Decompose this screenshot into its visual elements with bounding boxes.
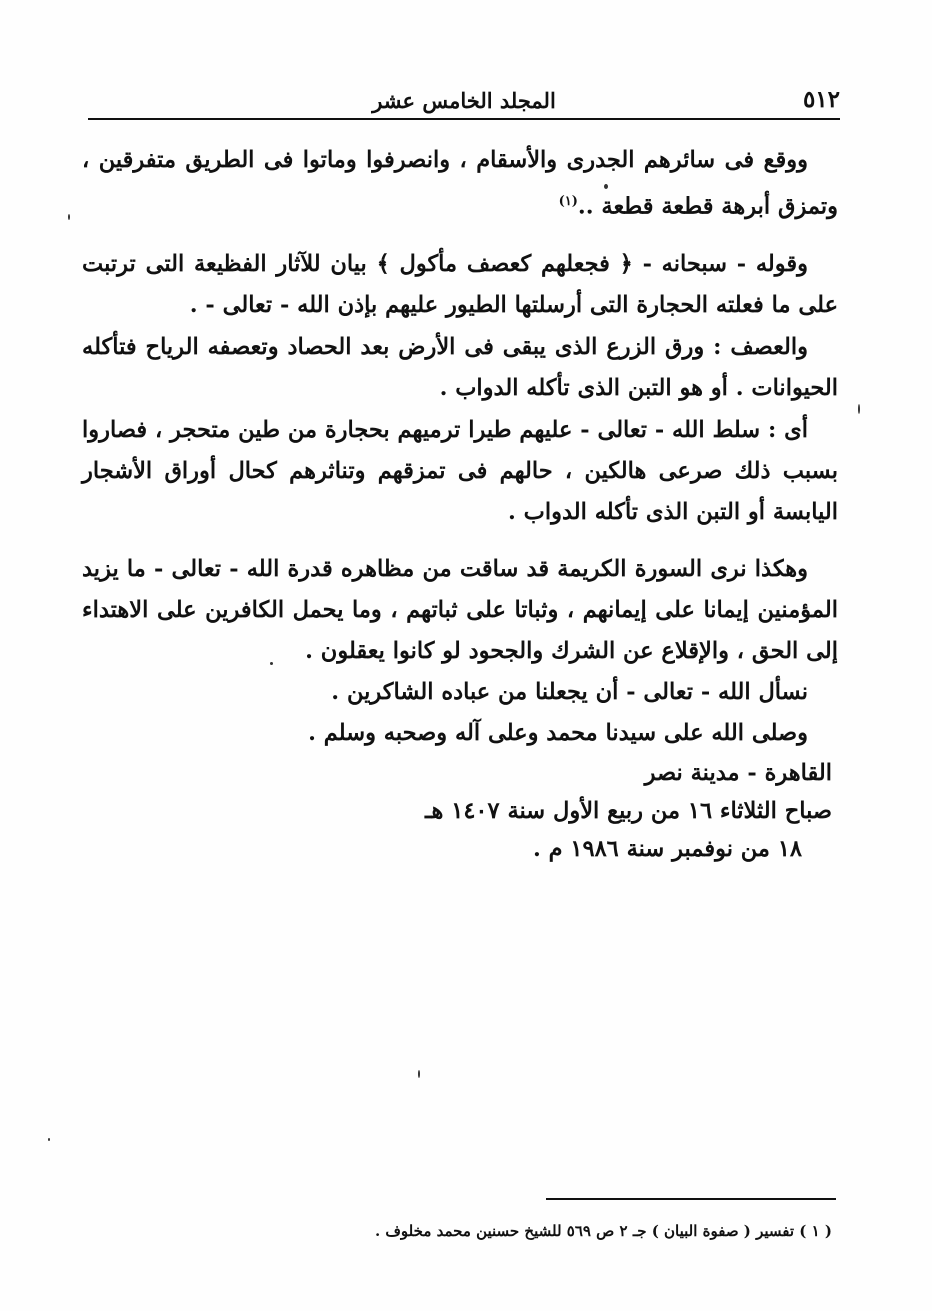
print-speck xyxy=(604,184,608,189)
dua-line: نسأل الله - تعالى - أن يجعلنا من عباده الشاكرين . xyxy=(331,678,808,705)
footnote-reference: (١) xyxy=(558,194,578,209)
print-speck xyxy=(48,1138,50,1141)
closing-gregorian-date: ١٨ من نوفمبر سنة ١٩٨٦ م . xyxy=(532,836,802,862)
paragraph-3: والعصف : ورق الزرع الذى يبقى فى الأرض بعد الحصاد وتعصفه الرياح فتأكله الحيوانات . أو هو التبن الذى تأكله الدواب . xyxy=(82,333,838,401)
running-title: المجلد الخامس عشر xyxy=(372,88,556,113)
header-rule xyxy=(88,118,840,120)
closing-place: القاهرة - مدينة نصر xyxy=(644,760,832,786)
print-speck xyxy=(858,404,860,414)
paragraph-5: وهكذا نرى السورة الكريمة قد ساقت من مظاهره قدرة الله - تعالى - ما يزيد المؤمنين إيمانا على إيمانهم ، وثباتا على ثباتهم ، وما يحمل الكافرين على الاهتداء إلى الحق ، والإقلاع عن الشرك والجحود لو كانوا يعقلون . xyxy=(82,555,838,664)
paragraph-2: وقوله - سبحانه - ﴿ فجعلهم كعصف مأكول ﴾ بيان للآثار الفظيعة التى ترتبت على ما فعلته الحجارة التى أرسلتها الطيور عليهم بإذن الله - تعالى - . xyxy=(82,250,838,318)
closing-block xyxy=(300,754,832,868)
paragraph-1 xyxy=(82,140,838,228)
print-speck xyxy=(418,1070,420,1078)
paragraph-4: أى : سلط الله - تعالى - عليهم طيرا ترميهم بحجارة من طين متحجر ، فصاروا بسبب ذلك صرعى هالكين ، حالهم فى تمزقهم وتناثرهم كحال أوراق الأشجار اليابسة أو التبن الذى تأكله الدواب . xyxy=(82,416,838,525)
salutation-line: وصلى الله على سيدنا محمد وعلى آله وصحبه وسلم . xyxy=(308,719,808,746)
page-number: ٥١٢ xyxy=(802,86,840,113)
footnote-rule xyxy=(546,1198,836,1200)
page-header xyxy=(88,82,840,122)
print-speck xyxy=(68,214,70,220)
footnote: ( ١ ) تفسير ( صفوة البيان ) جـ ٢ ص ٥٦٩ للشيخ حسنين محمد مخلوف . xyxy=(374,1222,832,1240)
body-text xyxy=(82,140,838,754)
closing-hijri-date: صباح الثلاثاء ١٦ من ربيع الأول سنة ١٤٠٧ هـ xyxy=(424,798,832,824)
paragraph-1-text: ووقع فى سائرهم الجدرى والأسقام ، وانصرفوا وماتوا فى الطريق متفرقين ، وتمزق أبرهة قطعة قطعة .. xyxy=(82,147,838,220)
print-speck xyxy=(270,662,273,665)
